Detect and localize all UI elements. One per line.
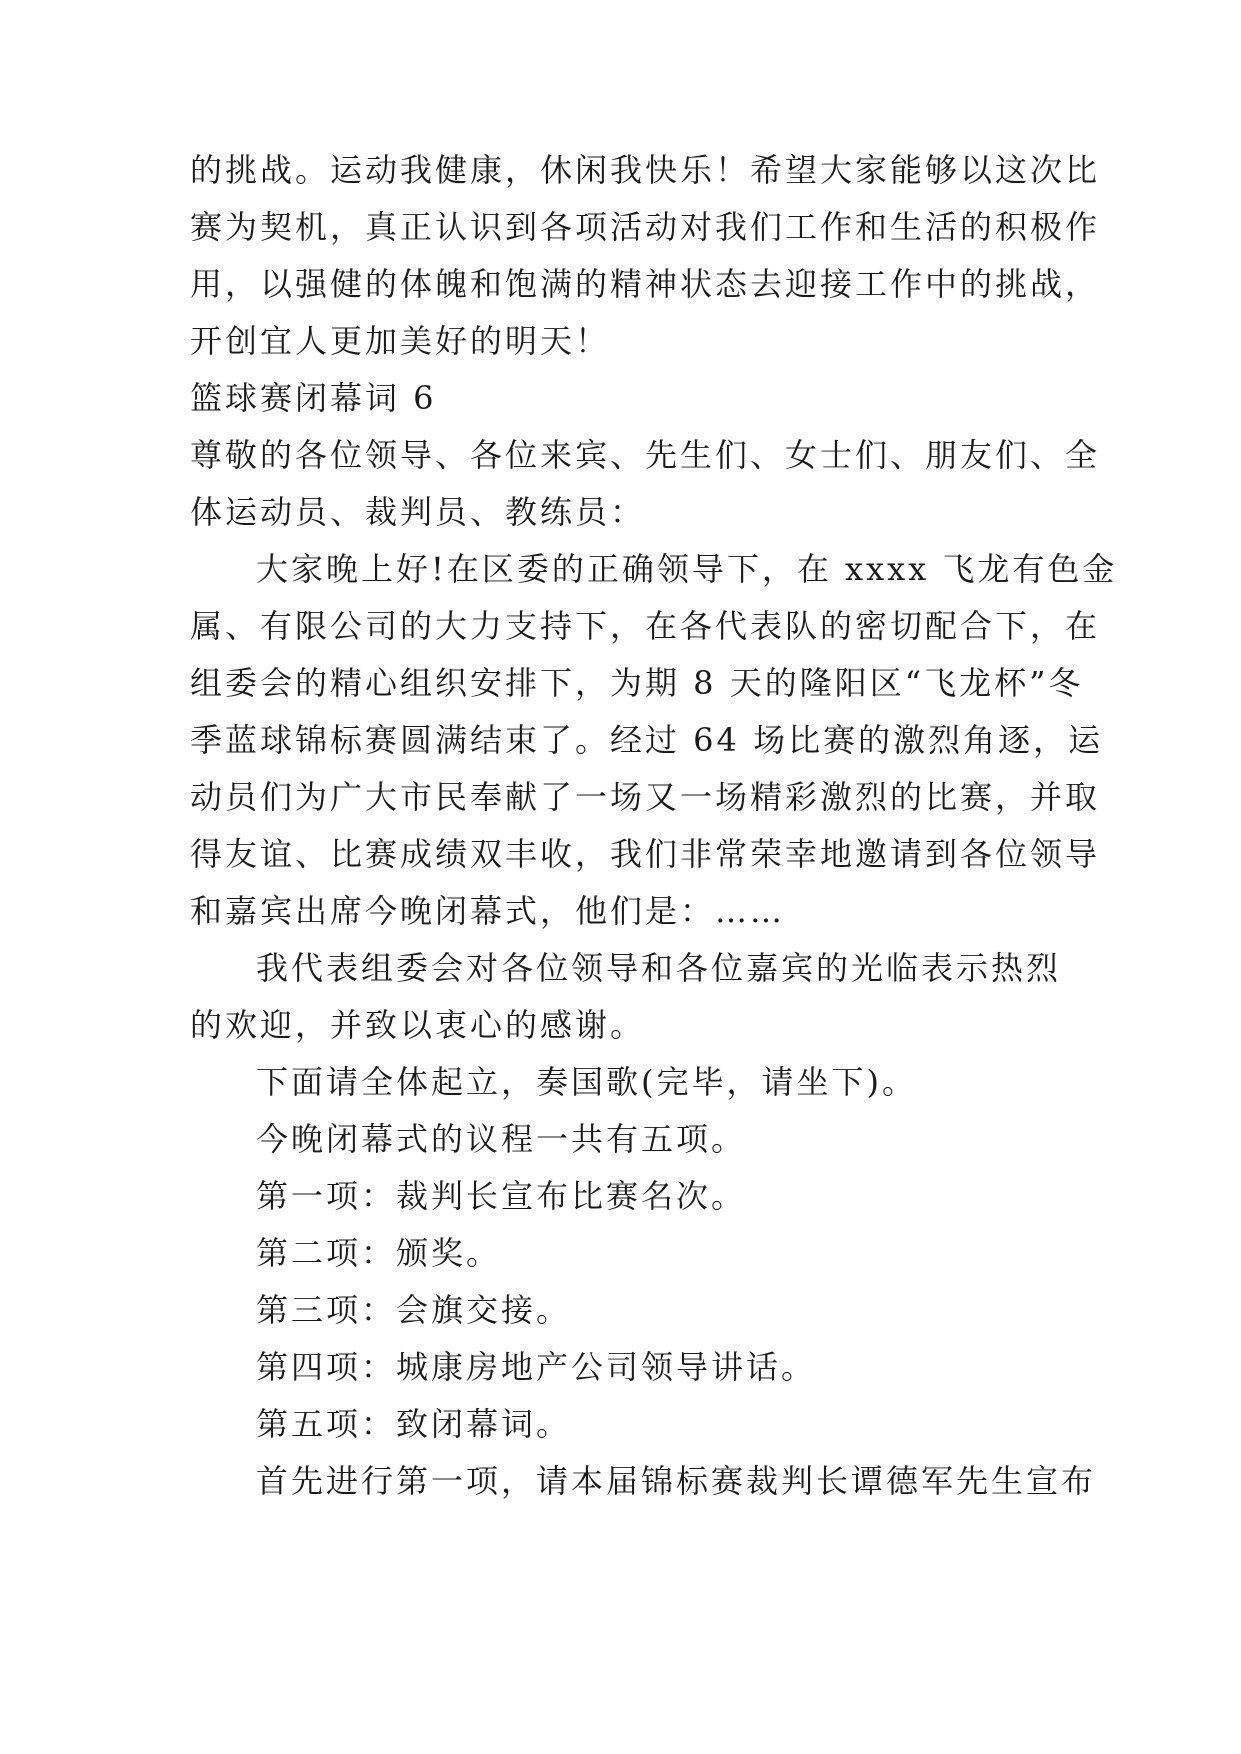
paragraph-line: 和嘉宾出席今晚闭幕式，他们是：…… bbox=[190, 892, 786, 930]
paragraph-line: 得友谊、比赛成绩双丰收，我们非常荣幸地邀请到各位领导 bbox=[190, 835, 1101, 873]
paragraph-line: 我代表组委会对各位领导和各位嘉宾的光临表示热烈 bbox=[256, 949, 1062, 987]
paragraph-line: 组委会的精心组织安排下，为期 8 天的隆阳区“飞龙杯”冬 bbox=[190, 664, 1084, 702]
body-text-line: 赛为契机，真正认识到各项活动对我们工作和生活的积极作 bbox=[190, 208, 1101, 246]
paragraph-line: 下面请全体起立，奏国歌(完毕，请坐下)。 bbox=[256, 1063, 917, 1101]
agenda-item: 第四项：城康房地产公司领导讲话。 bbox=[256, 1348, 817, 1386]
agenda-item: 第三项：会旗交接。 bbox=[256, 1291, 572, 1329]
salutation-line: 体运动员、裁判员、教练员： bbox=[190, 493, 646, 531]
body-text-line: 用，以强健的体魄和饱满的精神状态去迎接工作中的挑战， bbox=[190, 265, 1101, 303]
paragraph-line: 属、有限公司的大力支持下，在各代表队的密切配合下，在 bbox=[190, 607, 1101, 645]
paragraph-line: 大家晚上好!在区委的正确领导下，在 xxxx 飞龙有色金 bbox=[256, 550, 1118, 588]
paragraph-line: 今晚闭幕式的议程一共有五项。 bbox=[256, 1120, 747, 1158]
paragraph-line: 季蓝球锦标赛圆满结束了。经过 64 场比赛的激烈角逐，运 bbox=[190, 721, 1104, 759]
paragraph-line: 首先进行第一项，请本届锦标赛裁判长谭德军先生宣布 bbox=[256, 1462, 1097, 1500]
salutation-line: 尊敬的各位领导、各位来宾、先生们、女士们、朋友们、全 bbox=[190, 436, 1101, 474]
section-heading: 篮球赛闭幕词 6 bbox=[190, 379, 437, 417]
body-text-line: 的挑战。运动我健康，休闲我快乐！希望大家能够以这次比 bbox=[190, 151, 1101, 189]
body-text-line: 开创宜人更加美好的明天！ bbox=[190, 322, 611, 360]
paragraph-line: 的欢迎，并致以衷心的感谢。 bbox=[190, 1006, 646, 1044]
agenda-item: 第五项：致闭幕词。 bbox=[256, 1405, 572, 1443]
paragraph-line: 动员们为广大市民奉献了一场又一场精彩激烈的比赛，并取 bbox=[190, 778, 1101, 816]
agenda-item: 第一项：裁判长宣布比赛名次。 bbox=[256, 1177, 747, 1215]
agenda-item: 第二项：颁奖。 bbox=[256, 1234, 502, 1272]
